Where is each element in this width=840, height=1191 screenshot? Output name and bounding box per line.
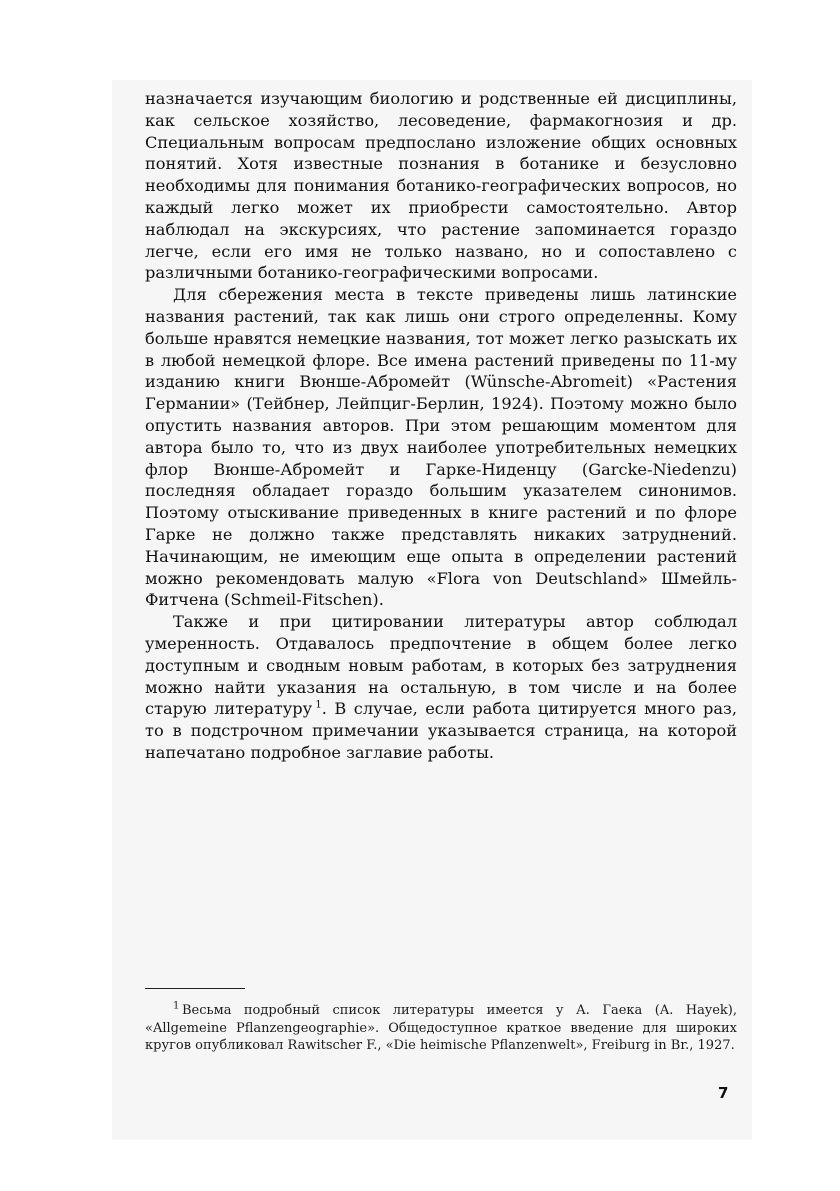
footnote-reference-marker: 1 xyxy=(315,699,322,711)
footnote xyxy=(145,1002,737,1055)
paragraph-3 xyxy=(145,611,737,764)
paragraph-3-text-before: Также и при цитировании литературы автор соблюдал умеренность. Отдавалось предпочтение в общем более легко доступным и сводным новым работам, в которых без затруднения можно найти указания на остальную, в том числе и на более старую литературу xyxy=(145,612,737,719)
page-number: 7 xyxy=(718,1084,729,1102)
main-text xyxy=(145,88,737,764)
footnote-text: Весьма подробный список литературы имеется у А. Гаека (A. Hayek), «Allgemeine Pflanzengeographie». Общедоступное краткое введение для широких кругов опубликовал Rawitscher F., «Die heimische Pflanzenwelt», Freiburg in Br., 1927. xyxy=(145,1003,737,1054)
paragraph-1: назначается изучающим биологию и родственные ей дисциплины, как сельское хозяйство, лесоведение, фармакогнозия и др. Специальным вопросам предпослано изложение общих основных понятий. Хотя известные познания в ботанике и безусловно необходимы для понимания ботанико-географических вопросов, но каждый легко может их приобрести самостоятельно. Автор наблюдал на экскурсиях, что растение запоминается гораздо легче, если его имя не только названо, но и сопоставлено с различными ботанико-географическими вопросами. xyxy=(145,89,737,283)
footnote-marker: 1 xyxy=(173,1000,180,1012)
footnote-separator xyxy=(145,988,245,989)
paragraph-2: Для сбережения места в тексте приведены лишь латинские названия растений, так как лишь они строго определенны. Кому больше нравятся немецкие названия, тот может легко разыскать их в любой немецкой флоре. Все имена растений приведены по 11-му изданию книги Вюнше-Абромейт (Wünsche-Abromeit) «Растения Германии» (Тейбнер, Лейпциг-Берлин, 1924). Поэтому можно было опустить названия авторов. При этом решающим моментом для автора было то, что из двух наиболее употребительных немецких флор Вюнше-Абромейт и Гарке-Ниденцу (Garcke-Niedenzu) последняя обладает гораздо большим указателем синонимов. Поэтому отыскивание приведенных в книге растений и по флоре Гарке не должно также представлять никаких затруднений. Начинающим, не имеющим еще опыта в определении растений можно рекомендовать малую «Flora von Deutschland» Шмейль-Фитчена (Schmeil-Fitschen). xyxy=(145,285,737,610)
paragraph-3-text-after: . В случае, если работа цитируется много раз, то в подстрочном примечании указывается страница, на которой напечатано подробное заглавие работы. xyxy=(145,699,737,762)
